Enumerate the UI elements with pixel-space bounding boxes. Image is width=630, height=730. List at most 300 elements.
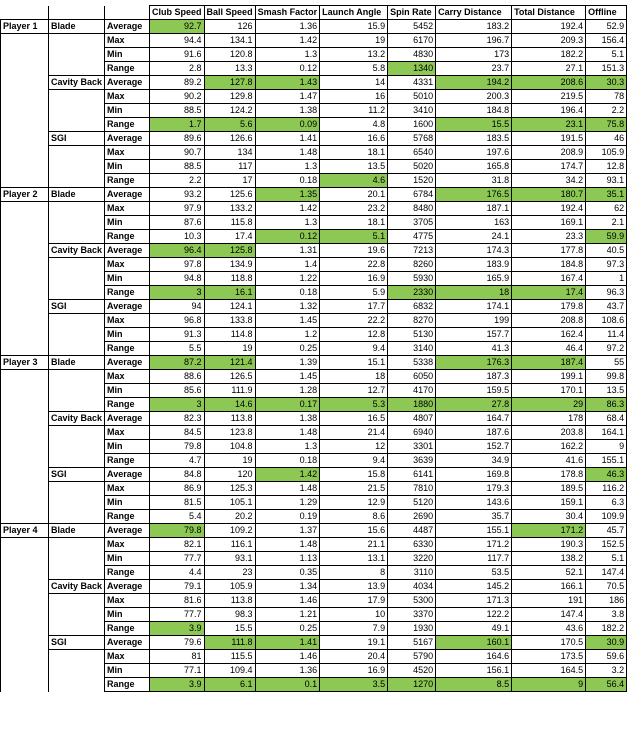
value-cell[interactable]: 113.8 bbox=[204, 594, 255, 608]
stat-label-cell[interactable]: Average bbox=[105, 468, 150, 482]
value-cell[interactable]: 93.1 bbox=[586, 174, 627, 188]
stat-label-cell[interactable]: Range bbox=[105, 174, 150, 188]
value-cell[interactable]: 5130 bbox=[388, 328, 436, 342]
value-cell[interactable]: 3370 bbox=[388, 608, 436, 622]
highlighted-value-cell[interactable]: 29 bbox=[512, 398, 586, 412]
value-cell[interactable]: 187.1 bbox=[436, 202, 512, 216]
highlighted-value-cell[interactable]: 18 bbox=[436, 286, 512, 300]
highlighted-value-cell[interactable]: 96.4 bbox=[150, 244, 205, 258]
value-cell[interactable]: 4520 bbox=[388, 664, 436, 678]
value-cell[interactable]: 1.29 bbox=[255, 496, 320, 510]
stat-label-cell[interactable]: Max bbox=[105, 482, 150, 496]
empty-cell[interactable] bbox=[1, 76, 49, 90]
value-cell[interactable]: 9.4 bbox=[320, 342, 388, 356]
value-cell[interactable]: 129.8 bbox=[204, 90, 255, 104]
value-cell[interactable]: 1.32 bbox=[255, 300, 320, 314]
value-cell[interactable]: 105.9 bbox=[204, 580, 255, 594]
value-cell[interactable]: 91.3 bbox=[150, 328, 205, 342]
value-cell[interactable]: 1.13 bbox=[255, 552, 320, 566]
club-type-cell[interactable]: SGI bbox=[49, 468, 105, 482]
value-cell[interactable]: 1.22 bbox=[255, 272, 320, 286]
highlighted-value-cell[interactable]: 176.3 bbox=[436, 356, 512, 370]
value-cell[interactable]: 0.25 bbox=[255, 622, 320, 636]
value-cell[interactable]: 15.6 bbox=[320, 524, 388, 538]
value-cell[interactable]: 23.2 bbox=[320, 202, 388, 216]
value-cell[interactable]: 5930 bbox=[388, 272, 436, 286]
value-cell[interactable]: 184.8 bbox=[436, 104, 512, 118]
value-cell[interactable]: 138.2 bbox=[512, 552, 586, 566]
value-cell[interactable]: 94.8 bbox=[150, 272, 205, 286]
highlighted-value-cell[interactable]: 75.8 bbox=[586, 118, 627, 132]
empty-cell[interactable] bbox=[1, 482, 49, 496]
value-cell[interactable]: 0.18 bbox=[255, 286, 320, 300]
highlighted-value-cell[interactable]: 9 bbox=[512, 678, 586, 692]
value-cell[interactable]: 8 bbox=[320, 566, 388, 580]
value-cell[interactable]: 4807 bbox=[388, 412, 436, 426]
value-cell[interactable]: 9.4 bbox=[320, 454, 388, 468]
value-cell[interactable]: 219.5 bbox=[512, 90, 586, 104]
value-cell[interactable]: 18.1 bbox=[320, 146, 388, 160]
value-cell[interactable]: 4830 bbox=[388, 48, 436, 62]
column-header[interactable]: Launch Angle bbox=[320, 6, 388, 20]
value-cell[interactable]: 159.5 bbox=[436, 384, 512, 398]
value-cell[interactable]: 12.7 bbox=[320, 384, 388, 398]
value-cell[interactable]: 1.3 bbox=[255, 160, 320, 174]
value-cell[interactable]: 17.4 bbox=[204, 230, 255, 244]
highlighted-value-cell[interactable]: 86.3 bbox=[586, 398, 627, 412]
value-cell[interactable]: 115.5 bbox=[204, 650, 255, 664]
highlighted-value-cell[interactable]: 3 bbox=[150, 398, 205, 412]
stat-label-cell[interactable]: Average bbox=[105, 76, 150, 90]
value-cell[interactable]: 20.2 bbox=[204, 510, 255, 524]
value-cell[interactable]: 3705 bbox=[388, 216, 436, 230]
value-cell[interactable]: 174.7 bbox=[512, 160, 586, 174]
value-cell[interactable]: 174.3 bbox=[436, 244, 512, 258]
stat-label-cell[interactable]: Range bbox=[105, 342, 150, 356]
value-cell[interactable]: 208.9 bbox=[512, 146, 586, 160]
empty-cell[interactable] bbox=[1, 384, 49, 398]
club-type-cell[interactable]: Cavity Back bbox=[49, 76, 105, 90]
value-cell[interactable]: 133.2 bbox=[204, 202, 255, 216]
empty-cell[interactable] bbox=[1, 342, 49, 356]
stat-label-cell[interactable]: Min bbox=[105, 328, 150, 342]
value-cell[interactable]: 173.5 bbox=[512, 650, 586, 664]
value-cell[interactable]: 27.1 bbox=[512, 62, 586, 76]
value-cell[interactable]: 179.3 bbox=[436, 482, 512, 496]
value-cell[interactable]: 49.1 bbox=[436, 622, 512, 636]
highlighted-value-cell[interactable]: 176.5 bbox=[436, 188, 512, 202]
value-cell[interactable]: 84.5 bbox=[150, 426, 205, 440]
value-cell[interactable]: 0.12 bbox=[255, 62, 320, 76]
stat-label-cell[interactable]: Max bbox=[105, 594, 150, 608]
value-cell[interactable]: 0.18 bbox=[255, 174, 320, 188]
highlighted-value-cell[interactable]: 17.4 bbox=[512, 286, 586, 300]
value-cell[interactable]: 177.8 bbox=[512, 244, 586, 258]
value-cell[interactable]: 12 bbox=[320, 440, 388, 454]
value-cell[interactable]: 124.1 bbox=[204, 300, 255, 314]
value-cell[interactable]: 4170 bbox=[388, 384, 436, 398]
value-cell[interactable]: 1.37 bbox=[255, 524, 320, 538]
value-cell[interactable]: 5.1 bbox=[586, 48, 627, 62]
value-cell[interactable]: 5.4 bbox=[150, 510, 205, 524]
highlighted-value-cell[interactable]: 14.6 bbox=[204, 398, 255, 412]
highlighted-value-cell[interactable]: 30.3 bbox=[586, 76, 627, 90]
stat-label-cell[interactable]: Average bbox=[105, 356, 150, 370]
club-type-cell[interactable]: Blade bbox=[49, 188, 105, 202]
value-cell[interactable]: 79.1 bbox=[150, 580, 205, 594]
value-cell[interactable]: 24.1 bbox=[436, 230, 512, 244]
value-cell[interactable]: 7213 bbox=[388, 244, 436, 258]
value-cell[interactable]: 45.7 bbox=[586, 524, 627, 538]
stat-label-cell[interactable]: Average bbox=[105, 412, 150, 426]
value-cell[interactable]: 105.1 bbox=[204, 496, 255, 510]
highlighted-value-cell[interactable]: 208.6 bbox=[512, 76, 586, 90]
empty-cell[interactable] bbox=[1, 440, 49, 454]
value-cell[interactable]: 5.1 bbox=[586, 552, 627, 566]
value-cell[interactable]: 16.9 bbox=[320, 272, 388, 286]
highlighted-value-cell[interactable]: 4.6 bbox=[320, 174, 388, 188]
stat-label-cell[interactable]: Min bbox=[105, 608, 150, 622]
highlighted-value-cell[interactable]: 1.42 bbox=[255, 468, 320, 482]
value-cell[interactable]: 6940 bbox=[388, 426, 436, 440]
value-cell[interactable]: 17.7 bbox=[320, 300, 388, 314]
value-cell[interactable]: 3140 bbox=[388, 342, 436, 356]
stat-label-cell[interactable]: Range bbox=[105, 566, 150, 580]
value-cell[interactable]: 147.4 bbox=[512, 608, 586, 622]
stat-label-cell[interactable]: Min bbox=[105, 48, 150, 62]
value-cell[interactable]: 5790 bbox=[388, 650, 436, 664]
empty-cell[interactable] bbox=[49, 258, 105, 272]
stat-label-cell[interactable]: Min bbox=[105, 272, 150, 286]
value-cell[interactable]: 82.3 bbox=[150, 412, 205, 426]
club-type-cell[interactable]: Blade bbox=[49, 524, 105, 538]
value-cell[interactable]: 155.1 bbox=[436, 524, 512, 538]
value-cell[interactable]: 59.6 bbox=[586, 650, 627, 664]
value-cell[interactable]: 89.6 bbox=[150, 132, 205, 146]
stat-label-cell[interactable]: Range bbox=[105, 454, 150, 468]
value-cell[interactable]: 6050 bbox=[388, 370, 436, 384]
value-cell[interactable]: 6.3 bbox=[586, 496, 627, 510]
value-cell[interactable]: 1.3 bbox=[255, 216, 320, 230]
value-cell[interactable]: 1.41 bbox=[255, 132, 320, 146]
value-cell[interactable]: 113.8 bbox=[204, 412, 255, 426]
value-cell[interactable]: 41.3 bbox=[436, 342, 512, 356]
value-cell[interactable]: 1930 bbox=[388, 622, 436, 636]
highlighted-value-cell[interactable]: 194.2 bbox=[436, 76, 512, 90]
value-cell[interactable]: 87.6 bbox=[150, 216, 205, 230]
empty-cell[interactable] bbox=[49, 650, 105, 664]
value-cell[interactable]: 109.4 bbox=[204, 664, 255, 678]
value-cell[interactable]: 15.9 bbox=[320, 20, 388, 34]
empty-cell[interactable] bbox=[1, 594, 49, 608]
value-cell[interactable]: 21.4 bbox=[320, 426, 388, 440]
empty-cell[interactable] bbox=[49, 510, 105, 524]
value-cell[interactable]: 1.31 bbox=[255, 244, 320, 258]
highlighted-value-cell[interactable]: 0.09 bbox=[255, 118, 320, 132]
highlighted-value-cell[interactable]: 87.2 bbox=[150, 356, 205, 370]
value-cell[interactable]: 182.2 bbox=[586, 622, 627, 636]
value-cell[interactable]: 125.3 bbox=[204, 482, 255, 496]
empty-cell[interactable] bbox=[49, 426, 105, 440]
value-cell[interactable]: 16.6 bbox=[320, 132, 388, 146]
value-cell[interactable]: 1.47 bbox=[255, 90, 320, 104]
column-header[interactable]: Offline bbox=[586, 6, 627, 20]
highlighted-value-cell[interactable]: 92.7 bbox=[150, 20, 205, 34]
value-cell[interactable]: 34.9 bbox=[436, 454, 512, 468]
value-cell[interactable]: 15.8 bbox=[320, 468, 388, 482]
value-cell[interactable]: 126.6 bbox=[204, 132, 255, 146]
empty-cell[interactable] bbox=[1, 678, 49, 692]
highlighted-value-cell[interactable]: 180.7 bbox=[512, 188, 586, 202]
header-blank-cell[interactable] bbox=[49, 6, 105, 20]
highlighted-value-cell[interactable]: 121.4 bbox=[204, 356, 255, 370]
empty-cell[interactable] bbox=[49, 34, 105, 48]
value-cell[interactable]: 116.1 bbox=[204, 538, 255, 552]
value-cell[interactable]: 19 bbox=[204, 342, 255, 356]
value-cell[interactable]: 209.3 bbox=[512, 34, 586, 48]
value-cell[interactable]: 156.1 bbox=[436, 664, 512, 678]
value-cell[interactable]: 70.5 bbox=[586, 580, 627, 594]
value-cell[interactable]: 159.1 bbox=[512, 496, 586, 510]
value-cell[interactable]: 4.8 bbox=[320, 118, 388, 132]
value-cell[interactable]: 55 bbox=[586, 356, 627, 370]
value-cell[interactable]: 170.5 bbox=[512, 636, 586, 650]
value-cell[interactable]: 18.1 bbox=[320, 216, 388, 230]
value-cell[interactable]: 164.6 bbox=[436, 650, 512, 664]
value-cell[interactable]: 1.39 bbox=[255, 356, 320, 370]
value-cell[interactable]: 1.4 bbox=[255, 258, 320, 272]
value-cell[interactable]: 6784 bbox=[388, 188, 436, 202]
value-cell[interactable]: 2.8 bbox=[150, 62, 205, 76]
value-cell[interactable]: 7810 bbox=[388, 482, 436, 496]
value-cell[interactable]: 105.9 bbox=[586, 146, 627, 160]
highlighted-value-cell[interactable]: 171.2 bbox=[512, 524, 586, 538]
stat-label-cell[interactable]: Range bbox=[105, 398, 150, 412]
value-cell[interactable]: 1.45 bbox=[255, 370, 320, 384]
highlighted-value-cell[interactable]: 1.41 bbox=[255, 636, 320, 650]
empty-cell[interactable] bbox=[1, 216, 49, 230]
value-cell[interactable]: 16.9 bbox=[320, 664, 388, 678]
highlighted-value-cell[interactable]: 79.8 bbox=[150, 524, 205, 538]
empty-cell[interactable] bbox=[49, 90, 105, 104]
value-cell[interactable]: 90.7 bbox=[150, 146, 205, 160]
value-cell[interactable]: 1.21 bbox=[255, 608, 320, 622]
value-cell[interactable]: 178.8 bbox=[512, 468, 586, 482]
club-type-cell[interactable]: SGI bbox=[49, 636, 105, 650]
value-cell[interactable]: 1.2 bbox=[255, 328, 320, 342]
value-cell[interactable]: 196.7 bbox=[436, 34, 512, 48]
highlighted-value-cell[interactable]: 23.1 bbox=[512, 118, 586, 132]
value-cell[interactable]: 123.8 bbox=[204, 426, 255, 440]
value-cell[interactable]: 77.7 bbox=[150, 552, 205, 566]
value-cell[interactable]: 96.8 bbox=[150, 314, 205, 328]
value-cell[interactable]: 2690 bbox=[388, 510, 436, 524]
value-cell[interactable]: 6540 bbox=[388, 146, 436, 160]
player-name-cell[interactable]: Player 1 bbox=[1, 20, 49, 34]
empty-cell[interactable] bbox=[1, 328, 49, 342]
stat-label-cell[interactable]: Range bbox=[105, 230, 150, 244]
header-blank-cell[interactable] bbox=[105, 6, 150, 20]
value-cell[interactable]: 93.2 bbox=[150, 188, 205, 202]
value-cell[interactable]: 1.46 bbox=[255, 650, 320, 664]
value-cell[interactable]: 89.2 bbox=[150, 76, 205, 90]
value-cell[interactable]: 117.7 bbox=[436, 552, 512, 566]
empty-cell[interactable] bbox=[49, 272, 105, 286]
value-cell[interactable]: 40.5 bbox=[586, 244, 627, 258]
value-cell[interactable]: 1.34 bbox=[255, 580, 320, 594]
empty-cell[interactable] bbox=[49, 482, 105, 496]
highlighted-value-cell[interactable]: 46.3 bbox=[586, 468, 627, 482]
value-cell[interactable]: 34.2 bbox=[512, 174, 586, 188]
value-cell[interactable]: 1.42 bbox=[255, 34, 320, 48]
value-cell[interactable]: 31.8 bbox=[436, 174, 512, 188]
value-cell[interactable]: 81.5 bbox=[150, 496, 205, 510]
empty-cell[interactable] bbox=[1, 566, 49, 580]
highlighted-value-cell[interactable]: 5.6 bbox=[204, 118, 255, 132]
value-cell[interactable]: 182.2 bbox=[512, 48, 586, 62]
value-cell[interactable]: 4331 bbox=[388, 76, 436, 90]
value-cell[interactable]: 11.4 bbox=[586, 328, 627, 342]
highlighted-value-cell[interactable]: 3.5 bbox=[320, 678, 388, 692]
stat-label-cell[interactable]: Max bbox=[105, 146, 150, 160]
value-cell[interactable]: 97.8 bbox=[150, 258, 205, 272]
value-cell[interactable]: 52.1 bbox=[512, 566, 586, 580]
empty-cell[interactable] bbox=[49, 202, 105, 216]
empty-cell[interactable] bbox=[1, 48, 49, 62]
empty-cell[interactable] bbox=[49, 314, 105, 328]
value-cell[interactable]: 46 bbox=[586, 132, 627, 146]
value-cell[interactable]: 35.7 bbox=[436, 510, 512, 524]
empty-cell[interactable] bbox=[49, 286, 105, 300]
value-cell[interactable]: 77.7 bbox=[150, 608, 205, 622]
value-cell[interactable]: 190.3 bbox=[512, 538, 586, 552]
stat-label-cell[interactable]: Max bbox=[105, 538, 150, 552]
value-cell[interactable]: 0.19 bbox=[255, 510, 320, 524]
value-cell[interactable]: 1.48 bbox=[255, 426, 320, 440]
empty-cell[interactable] bbox=[1, 300, 49, 314]
value-cell[interactable]: 2.1 bbox=[586, 216, 627, 230]
value-cell[interactable]: 62 bbox=[586, 202, 627, 216]
empty-cell[interactable] bbox=[49, 328, 105, 342]
highlighted-value-cell[interactable]: 5.1 bbox=[320, 230, 388, 244]
highlighted-value-cell[interactable]: 1340 bbox=[388, 62, 436, 76]
highlighted-value-cell[interactable]: 1.43 bbox=[255, 76, 320, 90]
value-cell[interactable]: 4.4 bbox=[150, 566, 205, 580]
value-cell[interactable]: 164.1 bbox=[586, 426, 627, 440]
stat-label-cell[interactable]: Min bbox=[105, 216, 150, 230]
stat-label-cell[interactable]: Range bbox=[105, 62, 150, 76]
value-cell[interactable]: 17.9 bbox=[320, 594, 388, 608]
empty-cell[interactable] bbox=[49, 48, 105, 62]
value-cell[interactable]: 145.2 bbox=[436, 580, 512, 594]
value-cell[interactable]: 104.8 bbox=[204, 440, 255, 454]
value-cell[interactable]: 85.6 bbox=[150, 384, 205, 398]
value-cell[interactable]: 1.3 bbox=[255, 48, 320, 62]
empty-cell[interactable] bbox=[49, 62, 105, 76]
value-cell[interactable]: 115.8 bbox=[204, 216, 255, 230]
empty-cell[interactable] bbox=[49, 146, 105, 160]
empty-cell[interactable] bbox=[1, 118, 49, 132]
stat-label-cell[interactable]: Average bbox=[105, 244, 150, 258]
value-cell[interactable]: 1.46 bbox=[255, 594, 320, 608]
value-cell[interactable]: 86.9 bbox=[150, 482, 205, 496]
value-cell[interactable]: 13.5 bbox=[320, 160, 388, 174]
value-cell[interactable]: 4775 bbox=[388, 230, 436, 244]
value-cell[interactable]: 13.9 bbox=[320, 580, 388, 594]
empty-cell[interactable] bbox=[1, 496, 49, 510]
value-cell[interactable]: 2.2 bbox=[586, 104, 627, 118]
column-header[interactable]: Smash Factor bbox=[255, 6, 320, 20]
club-type-cell[interactable]: Cavity Back bbox=[49, 244, 105, 258]
highlighted-value-cell[interactable]: 30.9 bbox=[586, 636, 627, 650]
highlighted-value-cell[interactable]: 35.1 bbox=[586, 188, 627, 202]
stat-label-cell[interactable]: Range bbox=[105, 510, 150, 524]
value-cell[interactable]: 8260 bbox=[388, 258, 436, 272]
value-cell[interactable]: 116.2 bbox=[586, 482, 627, 496]
empty-cell[interactable] bbox=[1, 202, 49, 216]
value-cell[interactable]: 98.3 bbox=[204, 608, 255, 622]
empty-cell[interactable] bbox=[1, 258, 49, 272]
value-cell[interactable]: 12.8 bbox=[586, 160, 627, 174]
stat-label-cell[interactable]: Average bbox=[105, 188, 150, 202]
empty-cell[interactable] bbox=[1, 398, 49, 412]
value-cell[interactable]: 171.2 bbox=[436, 538, 512, 552]
value-cell[interactable]: 46.4 bbox=[512, 342, 586, 356]
value-cell[interactable]: 6330 bbox=[388, 538, 436, 552]
value-cell[interactable]: 30.4 bbox=[512, 510, 586, 524]
stat-label-cell[interactable]: Max bbox=[105, 202, 150, 216]
value-cell[interactable]: 134.9 bbox=[204, 258, 255, 272]
value-cell[interactable]: 4.7 bbox=[150, 454, 205, 468]
club-type-cell[interactable]: Cavity Back bbox=[49, 580, 105, 594]
value-cell[interactable]: 1600 bbox=[388, 118, 436, 132]
value-cell[interactable]: 117 bbox=[204, 160, 255, 174]
stat-label-cell[interactable]: Max bbox=[105, 258, 150, 272]
value-cell[interactable]: 199.1 bbox=[512, 370, 586, 384]
empty-cell[interactable] bbox=[1, 104, 49, 118]
stat-label-cell[interactable]: Min bbox=[105, 384, 150, 398]
value-cell[interactable]: 20.4 bbox=[320, 650, 388, 664]
value-cell[interactable]: 9 bbox=[586, 440, 627, 454]
value-cell[interactable]: 191 bbox=[512, 594, 586, 608]
value-cell[interactable]: 43.7 bbox=[586, 300, 627, 314]
value-cell[interactable]: 173 bbox=[436, 48, 512, 62]
value-cell[interactable]: 1.42 bbox=[255, 202, 320, 216]
stat-label-cell[interactable]: Average bbox=[105, 580, 150, 594]
value-cell[interactable]: 13.1 bbox=[320, 552, 388, 566]
empty-cell[interactable] bbox=[1, 146, 49, 160]
empty-cell[interactable] bbox=[49, 454, 105, 468]
value-cell[interactable]: 184.8 bbox=[512, 258, 586, 272]
highlighted-value-cell[interactable]: 160.1 bbox=[436, 636, 512, 650]
value-cell[interactable]: 19 bbox=[204, 454, 255, 468]
value-cell[interactable]: 79.6 bbox=[150, 636, 205, 650]
value-cell[interactable]: 97.3 bbox=[586, 258, 627, 272]
column-header[interactable]: Spin Rate bbox=[388, 6, 436, 20]
stat-label-cell[interactable]: Average bbox=[105, 300, 150, 314]
value-cell[interactable]: 0.25 bbox=[255, 342, 320, 356]
value-cell[interactable]: 169.8 bbox=[436, 468, 512, 482]
highlighted-value-cell[interactable]: 3.9 bbox=[150, 622, 205, 636]
value-cell[interactable]: 3301 bbox=[388, 440, 436, 454]
value-cell[interactable]: 124.2 bbox=[204, 104, 255, 118]
empty-cell[interactable] bbox=[49, 608, 105, 622]
stat-label-cell[interactable]: Max bbox=[105, 370, 150, 384]
value-cell[interactable]: 88.6 bbox=[150, 370, 205, 384]
value-cell[interactable]: 21.5 bbox=[320, 482, 388, 496]
value-cell[interactable]: 6170 bbox=[388, 34, 436, 48]
value-cell[interactable]: 1.38 bbox=[255, 104, 320, 118]
